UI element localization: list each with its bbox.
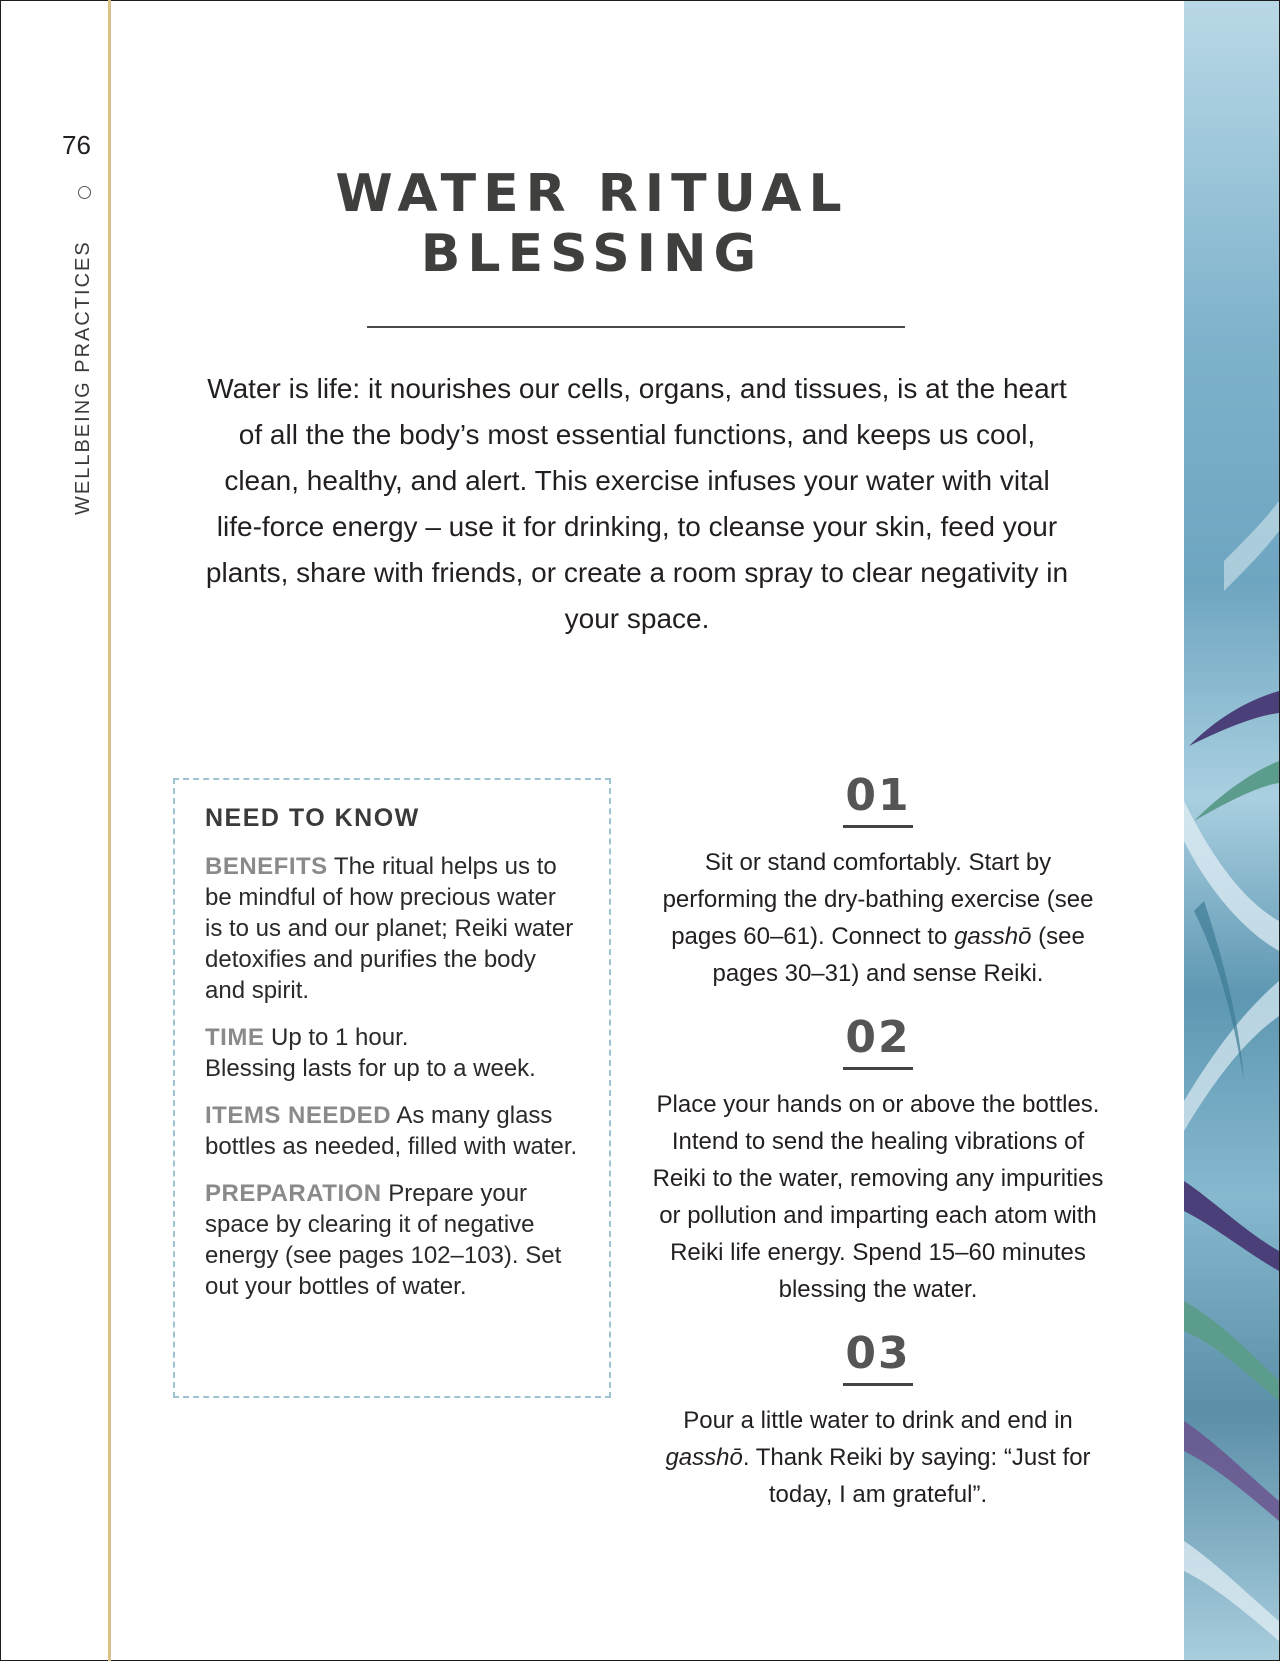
benefits-text: The ritual helps us to be mindful of how precious water is to us and our planet; Reiki water detoxifies and purifies the body and spirit. xyxy=(205,853,574,1004)
title-divider xyxy=(367,326,905,328)
time-key: TIME xyxy=(205,1024,265,1051)
preparation-text: Prepare your space by clearing it of negative energy (see pages 102–103). Set out your bottles of water. xyxy=(205,1180,562,1300)
benefits-key: BENEFITS xyxy=(205,853,328,880)
step-3-italic: gasshō xyxy=(665,1444,743,1471)
time-item xyxy=(205,1022,579,1084)
step-3-number: 03 xyxy=(843,1328,913,1386)
items-needed-item xyxy=(205,1100,579,1162)
step-1-number: 01 xyxy=(843,770,913,828)
preparation-key: PREPARATION xyxy=(205,1180,382,1207)
need-to-know-heading: NEED TO KNOW xyxy=(205,804,420,832)
time-text-2: Blessing lasts for up to a week. xyxy=(205,1055,536,1082)
step-1-text xyxy=(648,844,1108,992)
preparation-item xyxy=(205,1178,579,1302)
time-text: Up to 1 hour. xyxy=(264,1024,409,1051)
step-1-text-a: Sit or stand comfortably. Start by performing the dry-bathing exercise (see pages 60–61). Connect to xyxy=(662,849,1094,950)
step-3-text xyxy=(648,1402,1108,1513)
steps-list xyxy=(648,770,1108,1533)
step-2 xyxy=(648,1012,1108,1308)
section-label: WELLBEING PRACTICES xyxy=(72,240,94,515)
step-3 xyxy=(648,1328,1108,1513)
step-3-text-b: . Thank Reiki by saying: “Just for today, I am grateful”. xyxy=(742,1444,1091,1508)
items-needed-text: As many glass bottles as needed, filled with water. xyxy=(205,1102,578,1160)
step-2-number: 02 xyxy=(843,1012,913,1070)
page-title-line-2: BLESSING xyxy=(420,224,764,284)
step-1-italic: gasshō xyxy=(954,923,1032,950)
page-title-line-1: WATER RITUAL xyxy=(335,164,849,224)
step-3-text-a: Pour a little water to drink and end in xyxy=(683,1407,1073,1434)
step-1-text-b: (see pages 30–31) and sense Reiki. xyxy=(712,923,1085,987)
items-needed-key: ITEMS NEEDED xyxy=(205,1102,392,1129)
page-number: 76 xyxy=(62,130,91,160)
step-1 xyxy=(648,770,1108,992)
intro-paragraph: Water is life: it nourishes our cells, organs, and tissues, is at the heart of all the the body’s most essential functions, and keeps us cool, clean, healthy, and alert. This exercise infuses your water with vital life-force energy – use it for drinking, to cleanse your skin, feed your plants, share with friends, or create a room spray to clear negativity in your space. xyxy=(205,373,1069,634)
watercolor-illustration xyxy=(1184,1,1279,1660)
need-to-know-box xyxy=(173,778,611,1398)
benefits-item xyxy=(205,851,579,1006)
step-2-text: Place your hands on or above the bottles. Intend to send the healing vibrations of Reiki to the water, removing any impurities or pollution and imparting each atom with Reiki life energy. Spend 15–60 minutes blessing the water. xyxy=(652,1091,1104,1303)
